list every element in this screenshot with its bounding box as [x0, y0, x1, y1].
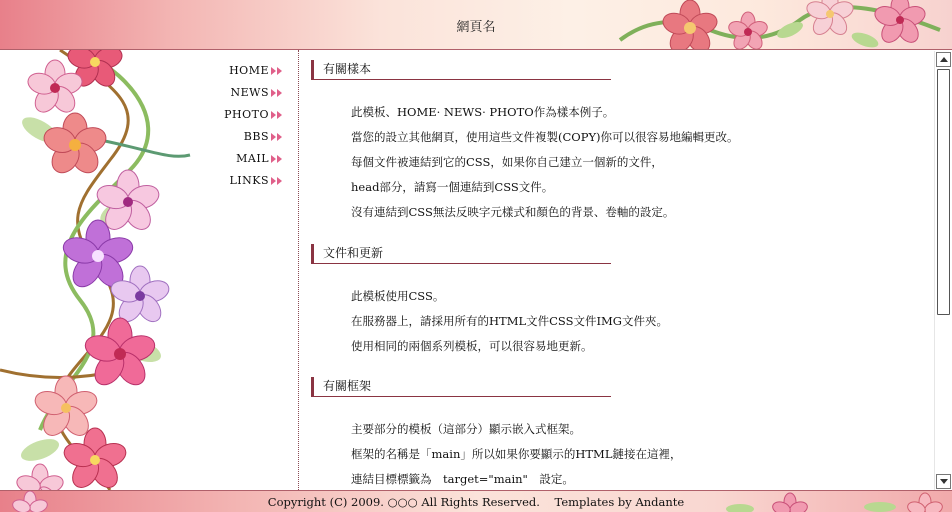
nav-link-links[interactable]: LINKS	[229, 174, 269, 187]
paragraph-line: 主要部分的模板（這部分）顯示嵌入式框架。	[351, 422, 581, 436]
double-chevron-right-icon	[269, 128, 285, 146]
paragraph-line: 此模板、HOME· NEWS· PHOTO作為樣本例子。	[351, 105, 615, 119]
triangle-up-icon	[940, 57, 948, 62]
nav-link-bbs[interactable]: BBS	[243, 130, 269, 143]
side-nav	[195, 50, 295, 490]
paragraph-line: 在服務器上，請採用所有的HTML文件CSS文件IMG文件夾。	[351, 314, 668, 328]
nav-link-mail[interactable]: MAIL	[236, 152, 269, 165]
nav-divider	[298, 50, 299, 490]
copyright-text: Copyright (C) 2009. ○○○ All Rights Reserved. Templates by Andante	[267, 495, 685, 509]
paragraph-line: 使用相同的兩個系列模板，可以很容易地更新。	[351, 339, 593, 353]
paragraph-line: 每個文件被連結到它的CSS，如果你自己建立一個新的文件，	[351, 155, 663, 169]
nav-link-home[interactable]: HOME	[229, 64, 269, 77]
header-flower-decoration	[600, 0, 952, 50]
triangle-down-icon	[940, 479, 948, 484]
double-chevron-right-icon	[269, 62, 285, 80]
nav-link-news[interactable]: NEWS	[230, 86, 269, 99]
paragraph-line: 框架的名稱是「main」所以如果你要顯示的HTML鏈接在這裡，	[351, 447, 682, 461]
footer	[0, 490, 952, 512]
paragraph-line: head部分，請寫一個連結到CSS文件。	[351, 180, 554, 194]
double-chevron-right-icon	[269, 172, 285, 190]
double-chevron-right-icon	[269, 106, 285, 124]
paragraph-line: 連結目標標籤為 target="main" 設定。	[351, 472, 574, 486]
nav-link-photo[interactable]: PHOTO	[224, 108, 269, 121]
section-heading-about-frames: 有關框架	[311, 377, 611, 397]
page-title: 網頁名	[456, 20, 496, 35]
left-flower-decoration	[0, 50, 195, 490]
double-chevron-right-icon	[269, 84, 285, 102]
scroll-up-button[interactable]	[936, 52, 951, 67]
double-chevron-right-icon	[269, 150, 285, 168]
scroll-down-button[interactable]	[936, 474, 951, 489]
paragraph-line: 此模板使用CSS。	[351, 289, 445, 303]
scroll-thumb[interactable]	[937, 69, 950, 315]
section-heading-files-updates: 文件和更新	[311, 244, 611, 264]
main-scrollbar[interactable]	[934, 51, 952, 490]
header	[0, 0, 952, 50]
section-heading-about-template: 有關樣本	[311, 60, 611, 80]
paragraph-line: 當您的設立其他網頁，使用這些文件複製(COPY)你可以很容易地編輯更改。	[351, 130, 739, 144]
paragraph-line: 沒有連結到CSS無法反映字元樣式和顏色的背景、卷軸的設定。	[351, 205, 675, 219]
main-frame	[300, 51, 934, 490]
